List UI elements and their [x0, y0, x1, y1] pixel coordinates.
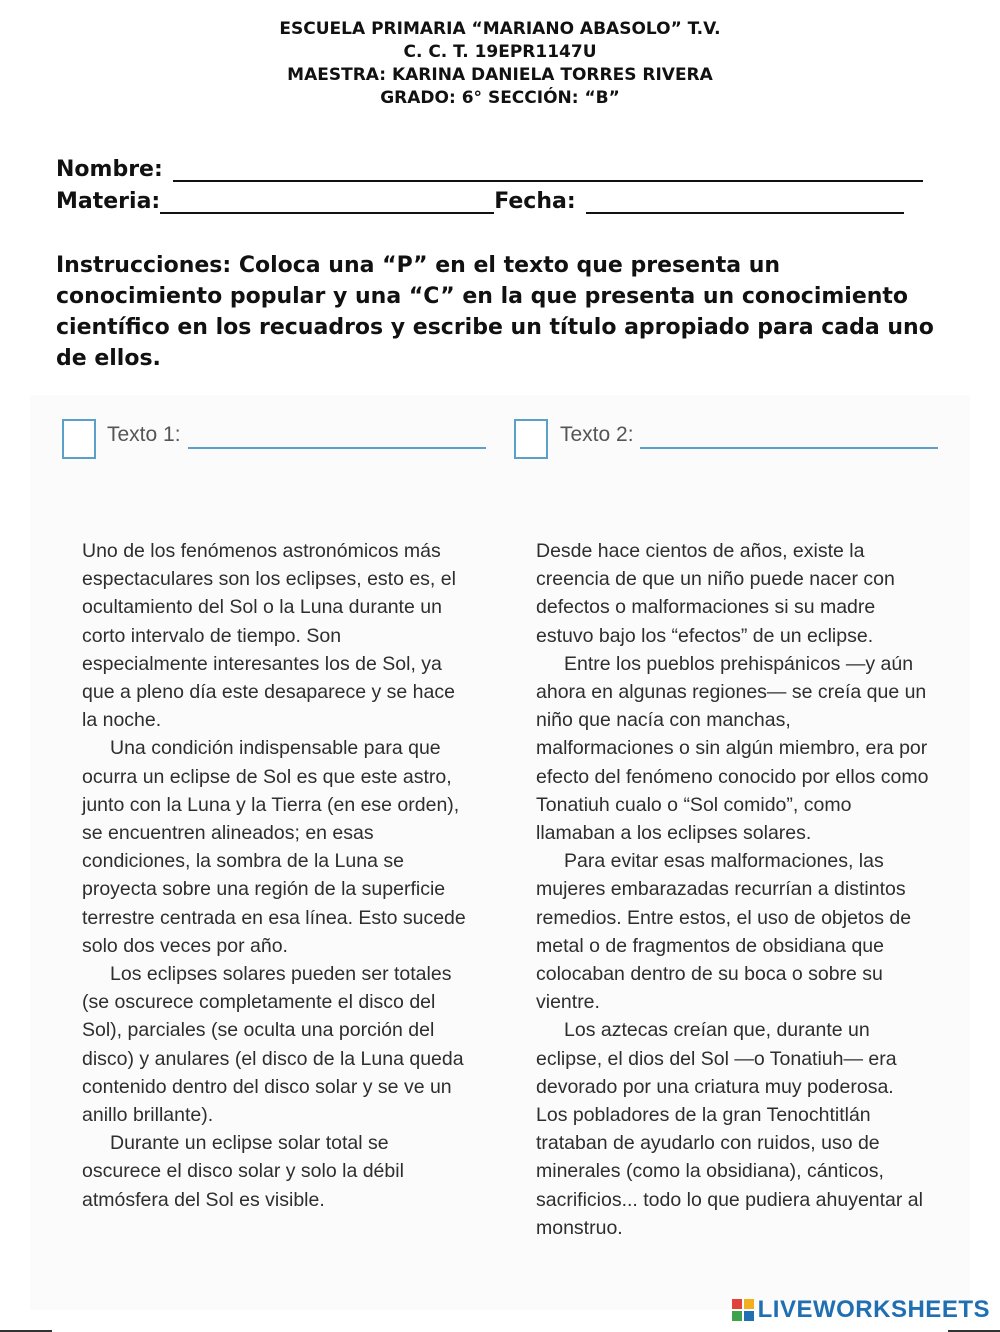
- subject-label: Materia:: [56, 189, 161, 214]
- teacher-name: MAESTRA: KARINA DANIELA TORRES RIVERA: [287, 65, 713, 85]
- name-label: Nombre:: [56, 157, 163, 182]
- student-fields: [56, 150, 926, 214]
- text1-paragraph: Uno de los fenómenos astronómicos más espectaculares son los eclipses, esto es, el ocultamiento del Sol o la Luna durante un corto intervalo de tiempo. Son especialmente interesantes los de Sol, ya que a pleno día este desaparece y se hace la noche.: [82, 540, 456, 732]
- date-input-line[interactable]: [586, 190, 904, 214]
- text2-title-line[interactable]: [640, 447, 938, 449]
- worksheet-header: [0, 18, 1000, 110]
- subject-date-row: [56, 182, 926, 214]
- school-code: C. C. T. 19EPR1147U: [403, 42, 597, 62]
- text1-paragraph: Una condición indispensable para que ocurra un eclipse de Sol es que este astro, junto con la Luna y la Tierra (en ese orden), se encuentren alineados; en esas condiciones, la sombra de la Luna se proyecta sobre una región de la superficie terrestre centrada en esa línea. Esto sucede solo dos veces por año.: [82, 737, 466, 957]
- text2-label: Texto 2:: [560, 423, 634, 446]
- text2-answer-box[interactable]: [514, 419, 548, 459]
- text2-paragraph: Para evitar esas malformaciones, las mujeres embarazadas recurrían a distintos remedios. Entre estos, el uso de objetos de metal o de fragmentos de obsidiana que colocaban dentro de su boca o sobre su vientre.: [536, 850, 912, 1014]
- text2-paragraph: Los aztecas creían que, durante un eclipse, el dios del Sol —o Tonatiuh— era devorado por una criatura muy poderosa. Los pobladores de la gran Tenochtitlán trataban de ayudarlo con ruidos, uso de minerales (como la obsidiana), cánticos, sacrificios... todo lo que pudiera ahuyentar al monstruo.: [536, 1019, 923, 1239]
- text1-body: [82, 537, 468, 1214]
- text1-title-line[interactable]: [188, 447, 486, 449]
- text2-paragraph: Entre los pueblos prehispánicos —y aún ahora en algunas regiones— se creía que un niño que nacía con manchas, malformaciones o sin algún miembro, era por efecto del fenómeno conocido por ellos como Tonatiuh cualo o “Sol comido”, como llamaban a los eclipses solares.: [536, 652, 929, 845]
- name-input-line[interactable]: [173, 158, 923, 182]
- text1-answer-box[interactable]: [62, 419, 96, 459]
- text1-label: Texto 1:: [107, 423, 181, 446]
- liveworksheets-logo: [732, 1296, 990, 1324]
- instructions: Instrucciones: Coloca una “P” en el texto que presenta un conocimiento popular y una “C” en la que presenta un conocimiento científico en los recuadros y escribe un título apropiado para cada uno de ellos.: [56, 253, 934, 371]
- name-row: [56, 150, 926, 182]
- text2-body: [536, 537, 930, 1242]
- text2-paragraph: Desde hace cientos de años, existe la creencia de que un niño puede nacer con defectos o malformaciones si su madre estuvo bajo los “efectos” de un eclipse.: [536, 540, 895, 647]
- logo-text: LIVEWORKSHEETS: [757, 1296, 990, 1323]
- scanned-texts: [30, 395, 970, 1310]
- text1-paragraph: Los eclipses solares pueden ser totales (se oscurece completamente el disco del Sol), parciales (se oculta una porción del disco) y anulares (el disco de la Luna queda contenido dentro del disco solar y se ve un anillo brillante).: [82, 963, 464, 1127]
- school-name: ESCUELA PRIMARIA “MARIANO ABASOLO” T.V.: [279, 19, 721, 39]
- subject-input-line[interactable]: [160, 190, 494, 214]
- logo-grid-icon: [732, 1299, 754, 1321]
- grade-section: GRADO: 6° SECCIÓN: “B”: [380, 88, 620, 108]
- text1-paragraph: Durante un eclipse solar total se oscurece el disco solar y solo la débil atmósfera del Sol es visible.: [82, 1132, 404, 1211]
- date-label: Fecha:: [494, 189, 576, 214]
